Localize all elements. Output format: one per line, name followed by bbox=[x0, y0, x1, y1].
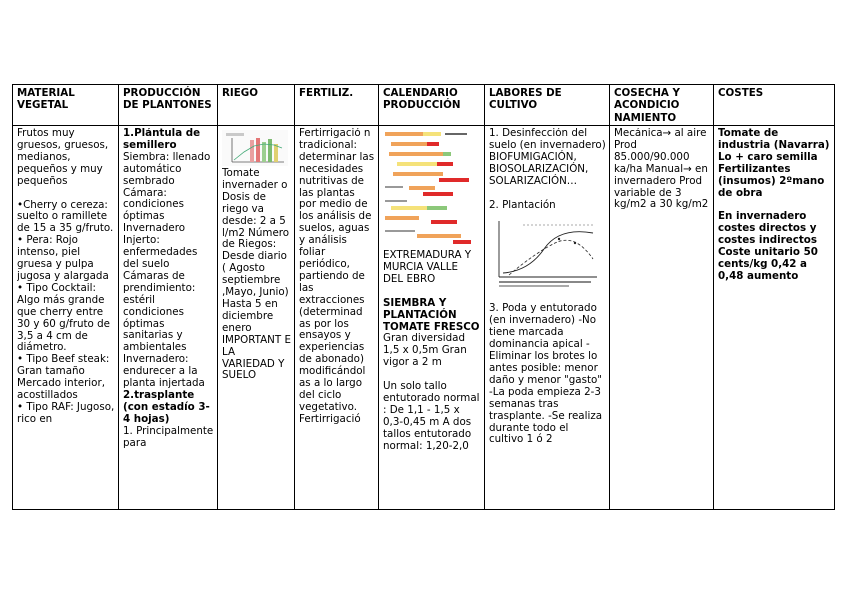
cell-cosecha bbox=[610, 126, 714, 510]
cell-labores bbox=[485, 126, 610, 510]
labores-text-3: 3. Poda y entutorado (en invernadero) -No tiene marcada dominancia apical -Eliminar los brotes lo antes posible: menor daño y menor "gasto" -La poda empieza 2-3 semanas tras trasplante. -Se realiza durante todo el cultivo 1 ó 2 bbox=[489, 302, 603, 446]
labores-text-2: 2. Plantación bbox=[489, 198, 556, 211]
calendario-heading: SIEMBRA Y PLANTACIÓN TOMATE FRESCO bbox=[383, 296, 480, 333]
crop-summary-table bbox=[12, 84, 835, 510]
material-pera: • Pera: Rojo intenso, piel gruesa y pulpa jugosa y alargada bbox=[17, 234, 109, 282]
header-row bbox=[13, 85, 835, 126]
material-raf: • Tipo RAF: Jugoso, rico en bbox=[17, 400, 115, 425]
labores-text-1: 1. Desinfección del suelo (en invernadero) BIOFUMIGACIÓN, BIOSOLARIZACIÓN, SOLARIZACIÓN… bbox=[489, 128, 606, 187]
plantation-curve-image bbox=[489, 213, 601, 289]
plantones-text-1: Siembra: llenado automático sembrado Cámara: condiciones óptimas Invernadero Injerto: enfermedades del suelo Cámaras de prendimiento: estéril condiciones óptimas sanitarias y ambientales Invernadero: endurecer a la planta injertada bbox=[123, 150, 211, 390]
cell-calendario bbox=[379, 126, 485, 510]
header-labores: LABORES DE CULTIVO bbox=[485, 85, 610, 126]
cell-riego bbox=[218, 126, 295, 510]
header-costes: COSTES bbox=[714, 85, 835, 126]
material-intro: Frutos muy gruesos, gruesos, medianos, pequeños y muy pequeños bbox=[17, 128, 109, 187]
calendario-text-2: Un solo tallo entutorado normal : De 1,1 - 1,5 x 0,3-0,45 m A dos tallos entutorado normal: 1,20-2,0 bbox=[383, 380, 480, 452]
cell-material bbox=[13, 126, 119, 510]
header-calendario: CALENDARIO PRODUCCIÓN bbox=[379, 85, 485, 126]
material-cocktail: • Tipo Cocktail: Algo más grande que cherry entre 30 y 60 g/fruto de 3,5 a 4 cm de diámetro. bbox=[17, 281, 110, 354]
production-calendar-image bbox=[383, 130, 479, 248]
costes-text-2: En invernadero costes directos y costes indirectos Coste unitario 50 cents/kg 0,42 a 0,48 aumento bbox=[718, 210, 818, 282]
cell-plantones bbox=[119, 126, 218, 510]
cosecha-text: Mecánica→ al aire Prod 85.000/90.000 ka/ha Manual→ en invernadero Prod variable de 3 kg/m2 a 30 kg/m2 bbox=[614, 128, 709, 211]
plantones-heading-2: 2.trasplante (con estadío 3-4 hojas) bbox=[123, 388, 210, 425]
material-beef: • Tipo Beef steak: Gran tamaño Mercado interior, acostillados bbox=[17, 353, 110, 402]
calendario-text-1: Gran diversidad 1,5 x 0,5m Gran vigor a 2 m bbox=[383, 332, 467, 369]
header-riego: RIEGO bbox=[218, 85, 295, 126]
calendario-regions: EXTREMADURA Y MURCIA VALLE DEL EBRO bbox=[383, 249, 472, 285]
material-cherry: •Cherry o cereza: suelto o ramillete de 15 a 35 g/fruto. bbox=[17, 198, 114, 235]
header-fertiliz: FERTILIZ. bbox=[295, 85, 379, 126]
fertiliz-text: Fertirrigació n tradicional: determinar las necesidades nutritivas de las plantas por medio de los análisis de suelos, aguas y análisis foliar periódico, partiendo de las extracciones (determinad as por los ensayos y experiencias de abonado) modificándol as a lo largo del ciclo vegetativo. Fertirrigació bbox=[299, 128, 375, 425]
header-material: MATERIAL VEGETAL bbox=[13, 85, 119, 126]
irrigation-chart-image bbox=[222, 130, 288, 166]
header-cosecha: COSECHA Y ACONDICIO NAMIENTO bbox=[610, 85, 714, 126]
cell-costes bbox=[714, 126, 835, 510]
costes-text-1: Tomate de industria (Navarra) Lo + caro semilla Fertilizantes (insumos) 2ºmano de obra bbox=[718, 128, 830, 199]
content-row bbox=[13, 126, 835, 510]
riego-text: Tomate invernader o Dosis de riego va desde: 2 a 5 l/m2 Número de Riegos: Desde diario ( Agosto septiembre ,Mayo, Junio) Hasta 5 en diciembre enero IMPORTANT E LA VARIEDAD Y SUELO bbox=[222, 167, 291, 382]
plantones-text-2: 1. Principalmente para bbox=[123, 424, 214, 449]
plantones-heading-1: 1.Plántula de semillero bbox=[123, 128, 201, 151]
cell-fertiliz bbox=[295, 126, 379, 510]
header-plantones: PRODUCCIÓN DE PLANTONES bbox=[119, 85, 218, 126]
